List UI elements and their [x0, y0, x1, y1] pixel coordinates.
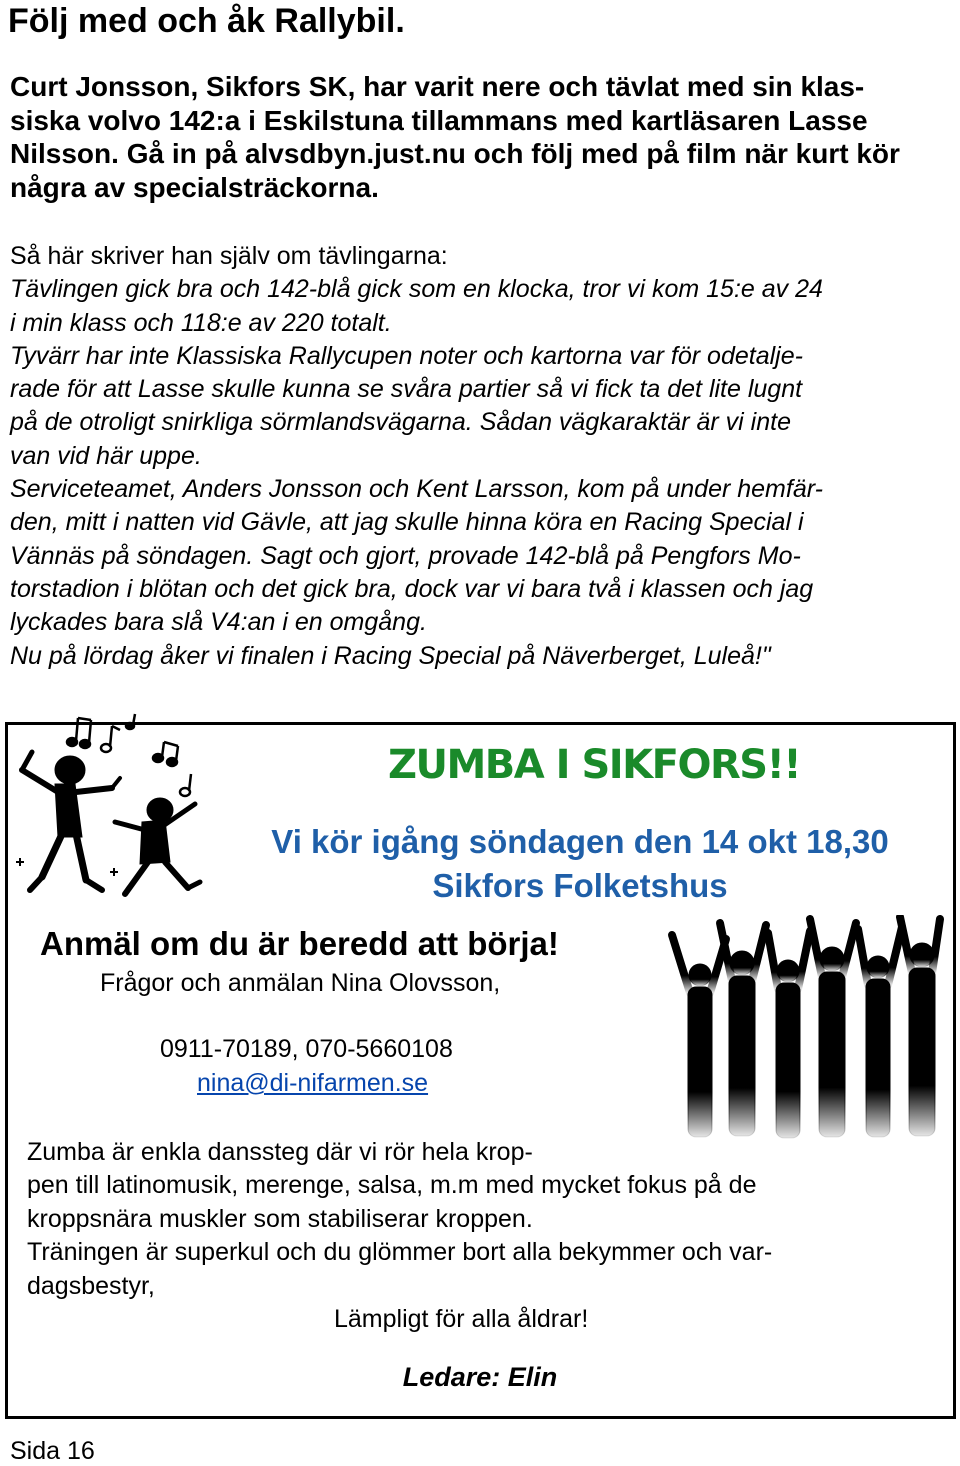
zumba-when: Vi kör igång söndagen den 14 okt 18,30	[271, 823, 889, 860]
zumba-description	[27, 1136, 927, 1336]
quote-line: Nu på lördag åker vi finalen i Racing Special på Näverberget, Luleå!"	[10, 641, 771, 670]
article-intro	[10, 70, 950, 204]
lead-line: Så här skriver han själv om tävlingarna:	[10, 242, 448, 270]
description-line: Träningen är superkul och du glömmer bort alla bekymmer och var-	[27, 1238, 773, 1267]
intro-line: Curt Jonsson, Sikfors SK, har varit nere och tävlat med sin klas-	[10, 71, 865, 102]
quote-line: Vännäs på söndagen. Sagt och gjort, provade 142-blå på Pengfors Mo-	[10, 541, 801, 570]
crowd-silhouette-icon	[660, 915, 960, 1140]
quote-line: den, mitt i natten vid Gävle, att jag skulle hinna köra en Racing Special i	[10, 508, 804, 537]
suitable-line: Lämpligt för alla åldrar!	[334, 1305, 589, 1334]
quote-line: på de otroligt snirkliga sörmlandsvägarna. Sådan vägkaraktär är vi inte	[10, 408, 791, 437]
quote-line: Tyvärr har inte Klassiska Rallycupen noter och kartorna var för odetalje-	[10, 341, 803, 370]
dancers-clipart-icon	[10, 712, 220, 902]
article-title: Följ med och åk Rallybil.	[8, 2, 405, 40]
music-notes-icon	[67, 714, 191, 796]
intro-line: siska volvo 142:a i Eskilstuna tillammans med kartläsaren Lasse	[10, 104, 868, 136]
description-line: Zumba är enkla danssteg där vi rör hela krop-	[27, 1138, 533, 1166]
zumba-title: ZUMBA I SIKFORS!!	[388, 742, 801, 788]
quote-line: lyckades bara slå V4:an i en omgång.	[10, 608, 427, 637]
quote-line: torstadion i blötan och det gick bra, dock var vi bara två i klassen och jag	[10, 574, 814, 603]
leader-line: Ledare: Elin	[402, 1362, 558, 1392]
quote-line: i min klass och 118:e av 220 totalt.	[10, 308, 392, 337]
phone-numbers: 0911-70189, 070-5660108	[160, 1035, 453, 1063]
email-link[interactable]: nina@di-nifarmen.se	[197, 1069, 429, 1097]
signup-heading: Anmäl om du är beredd att börja!	[40, 925, 559, 962]
description-line: dagsbestyr,	[27, 1271, 155, 1300]
page-number: Sida 16	[10, 1437, 95, 1465]
contact-line: Frågor och anmälan Nina Olovsson,	[100, 969, 501, 997]
intro-line: några av specialsträckorna.	[10, 171, 379, 203]
description-line: kroppsnära muskler som stabiliserar kroppen.	[27, 1204, 533, 1233]
quote-line: Tävlingen gick bra och 142-blå gick som en klocka, tror vi kom 15:e av 24	[10, 275, 823, 304]
article-body	[10, 240, 955, 673]
quote-line: van vid här uppe.	[10, 441, 202, 470]
zumba-where: Sikfors Folketshus	[432, 867, 728, 904]
description-line: pen till latinomusik, merenge, salsa, m.m med mycket fokus på de	[27, 1171, 757, 1200]
intro-line: Nilsson. Gå in på alvsdbyn.just.nu och följ med på film när kurt kör	[10, 138, 900, 169]
zumba-schedule	[200, 820, 960, 908]
quote-line: Serviceteamet, Anders Jonsson och Kent Larsson, kom på under hemfär-	[10, 475, 823, 504]
quote-line: rade för att Lasse skulle kunna se svåra partier så vi fick ta det lite lugnt	[10, 375, 803, 404]
